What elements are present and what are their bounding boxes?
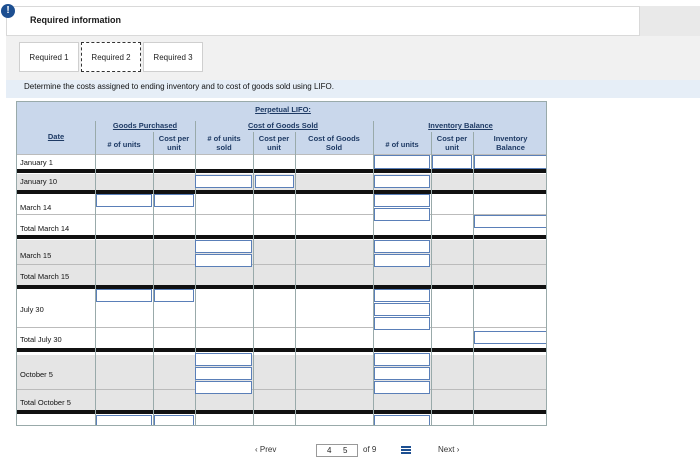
balance-units-input[interactable] [374,175,430,188]
purchased-cost-input[interactable] [154,194,194,207]
grid-line [431,132,432,426]
sold-units-input[interactable] [195,175,252,188]
purchased-units-input[interactable] [96,289,152,302]
row-label-jan10: January 10 [20,177,58,186]
balance-units-input[interactable] [374,289,430,302]
group-goods-purchased: Goods Purchased [112,121,178,130]
page-selector[interactable] [316,444,358,457]
sold-units-input[interactable] [195,240,252,253]
col-cogs-a: Cost of Goods [308,134,360,143]
row-label-total-jul30: Total July 30 [20,335,62,344]
grid-line [253,132,254,426]
row-label-total-oct5: Total October 5 [20,398,71,407]
lifo-table [16,101,547,426]
purchased-units-input[interactable] [96,194,152,207]
sold-units-input[interactable] [195,353,252,366]
inventory-balance-input[interactable] [474,215,547,228]
col-balance-units: # of units [385,140,419,149]
purchased-cost-input[interactable] [154,415,194,426]
sold-cost-input[interactable] [255,175,294,188]
row-label-jul30: July 30 [20,305,44,314]
col-sold-cost-b: unit [267,143,281,152]
row-label-mar15: March 15 [20,251,52,260]
col-balance-cost-a: Cost per [436,134,468,143]
balance-units-input[interactable] [374,208,430,221]
row-separator [17,348,547,352]
col-sold-units-b: sold [216,143,232,152]
sold-units-input[interactable] [195,381,252,394]
col-purchased-cost-b: unit [167,143,181,152]
page-next-number: 5 [343,446,348,455]
grid-line [95,121,96,426]
grid-line [295,132,296,426]
instruction-text: Determine the costs assigned to ending inventory and to cost of goods sold using LIFO. [24,82,334,91]
col-balance-cost-b: unit [445,143,459,152]
balance-units-input[interactable] [374,240,430,253]
row-label-jan1: January 1 [20,158,53,167]
prev-button[interactable]: ‹ Prev [255,445,277,454]
shade-oct5 [17,355,547,411]
grid-line [473,132,474,426]
group-inventory-balance: Inventory Balance [428,121,493,130]
balance-units-input[interactable] [374,254,430,267]
balance-units-input[interactable] [374,415,430,426]
col-purchased-units: # of units [107,140,141,149]
table-title: Perpetual LIFO: [255,105,311,114]
grid-view-icon[interactable] [401,446,411,454]
purchased-units-input[interactable] [96,415,152,426]
row-label-total-mar15: Total March 15 [20,272,70,281]
row-label-oct5: October 5 [20,370,53,379]
balance-units-input[interactable] [374,155,430,169]
sold-units-input[interactable] [195,254,252,267]
next-button[interactable]: Next › [438,445,460,454]
sold-units-input[interactable] [195,367,252,380]
balance-units-input[interactable] [374,194,430,207]
col-date: Date [47,132,65,141]
grid-line [17,264,547,265]
info-bar-side [640,6,700,36]
col-cogs-b: Sold [325,143,343,152]
grid-line [17,214,547,215]
shade-mar15 [17,240,547,286]
purchased-cost-input[interactable] [154,289,194,302]
alert-icon: ! [1,4,15,18]
tab-required-1[interactable]: Required 1 [19,42,79,72]
page-total: of 9 [363,445,377,454]
balance-units-input[interactable] [374,367,430,380]
col-inventory-a: Inventory [493,134,528,143]
grid-line [17,389,547,390]
row-separator [17,235,547,239]
inventory-balance-input[interactable] [474,331,547,344]
balance-units-input[interactable] [374,353,430,366]
balance-units-input[interactable] [374,381,430,394]
col-inventory-b: Balance [496,143,525,152]
group-cost-of-goods-sold: Cost of Goods Sold [248,121,318,130]
tab-required-3[interactable]: Required 3 [143,42,203,72]
balance-units-input[interactable] [374,317,430,330]
chevron-right-icon: › [456,445,460,454]
tab-required-2[interactable]: Required 2 [81,42,141,72]
required-info-title: Required information [30,15,122,25]
row-label-mar14: March 14 [20,203,52,212]
row-separator [17,410,547,414]
col-sold-cost-a: Cost per [258,134,290,143]
chevron-left-icon: ‹ [255,445,258,454]
row-separator [17,169,547,173]
balance-cost-input[interactable] [432,155,472,169]
col-sold-units-a: # of units [207,134,241,143]
col-purchased-cost-a: Cost per [158,134,190,143]
page-current: 4 [327,446,332,455]
inventory-balance-input[interactable] [474,155,547,169]
grid-line [153,132,154,426]
row-label-total-mar14: Total March 14 [20,224,70,233]
grid-line [17,327,547,328]
balance-units-input[interactable] [374,303,430,316]
